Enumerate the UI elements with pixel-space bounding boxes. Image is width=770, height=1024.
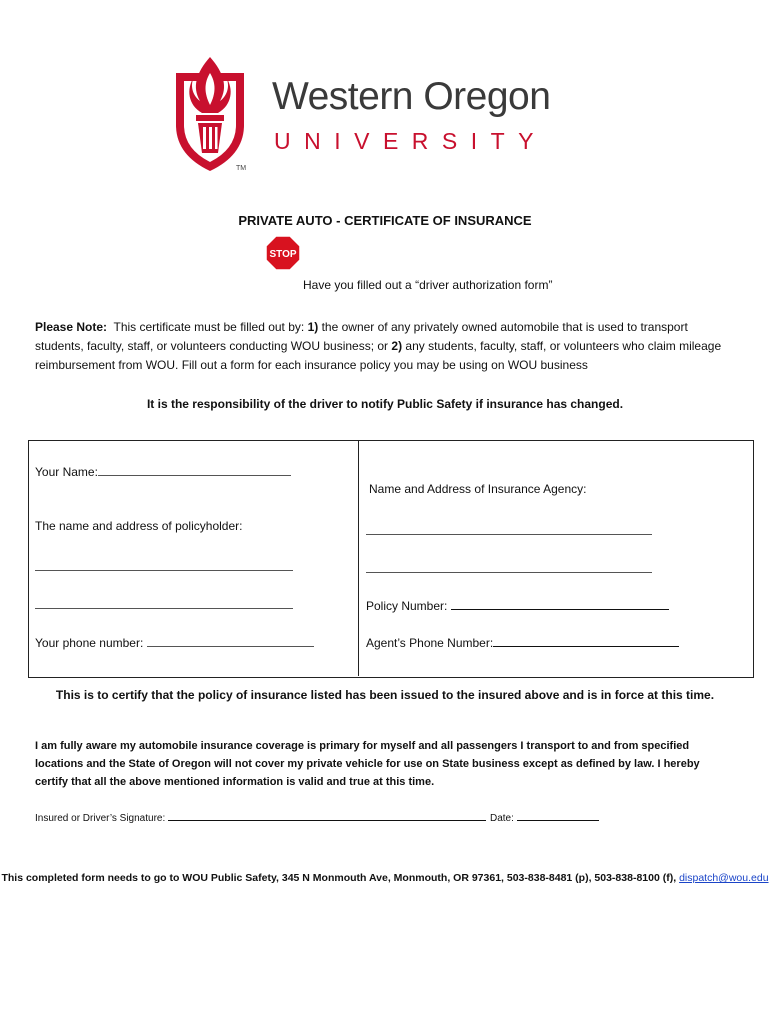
signature-field[interactable]	[168, 809, 486, 821]
policyholder-address-line1[interactable]	[35, 560, 293, 571]
responsibility-notice: It is the responsibility of the driver to notify Public Safety if insurance has changed.	[146, 397, 624, 411]
your-name-label: Your Name:	[35, 465, 98, 479]
stop-sign-text: STOP	[269, 249, 297, 260]
form-column-divider	[358, 441, 359, 676]
page-title: PRIVATE AUTO - CERTIFICATE OF INSURANCE	[238, 213, 532, 228]
date-label: Date:	[490, 813, 514, 824]
agency-address-line1[interactable]	[366, 524, 652, 535]
agent-phone-field[interactable]	[493, 633, 679, 647]
your-name-row	[35, 462, 291, 479]
date-row	[490, 809, 599, 824]
note-num1: 1)	[307, 320, 319, 334]
policyholder-label: The name and address of policyholder:	[35, 519, 243, 533]
torch-shield-icon	[170, 55, 250, 173]
signature-row	[35, 809, 486, 824]
note-part3: any students, faculty, staff, or volunteers who claim mileage reimbursement from WOU. Fill out a form for each insurance policy you may be using on WOU business	[35, 339, 722, 372]
stop-sign-icon	[265, 235, 301, 271]
driver-authorization-question: Have you filled out a “driver authorization form”	[303, 278, 553, 292]
university-logo	[170, 55, 610, 180]
phone-field[interactable]	[147, 633, 314, 647]
phone-label: Your phone number:	[35, 636, 144, 650]
footer-text: This completed form needs to go to WOU Public Safety, 345 N Monmouth Ave, Monmouth, OR 97361, 503-838-8481 (p), 503-838-8100 (f),	[1, 872, 677, 884]
note-part2: the owner of any privately owned automobile that is used to transport students, faculty, staff, or volunteers conducting WOU business; or	[35, 320, 688, 353]
agent-phone-row	[366, 633, 679, 650]
policy-number-label: Policy Number:	[366, 599, 448, 613]
certify-statement: This is to certify that the policy of insurance listed has been issued to the insured above and is in force at this time.	[55, 688, 715, 702]
signature-label: Insured or Driver’s Signature:	[35, 813, 166, 824]
your-name-field[interactable]	[98, 462, 291, 476]
policy-number-row	[366, 596, 669, 613]
agency-address-line2[interactable]	[366, 562, 652, 573]
logo-line1: Western Oregon	[272, 75, 551, 118]
note-label: Please Note:	[35, 320, 108, 334]
agent-phone-label: Agent’s Phone Number:	[366, 636, 494, 650]
dispatch-email-link[interactable]: dispatch@wou.edu	[679, 872, 769, 884]
note-num2: 2)	[391, 339, 403, 353]
submission-footer	[0, 872, 770, 884]
agency-label: Name and Address of Insurance Agency:	[369, 482, 587, 496]
note-paragraph	[35, 318, 737, 375]
policy-number-field[interactable]	[451, 596, 669, 610]
awareness-statement: I am fully aware my automobile insurance coverage is primary for myself and all passengers I transport to and from specified locations and the State of Oregon will not cover my private vehicle for use on State business except as defined by law. I hereby certify that all the above mentioned information is valid and true at this time.	[35, 740, 700, 788]
logo-line2: UNIVERSITY	[274, 128, 548, 154]
phone-row	[35, 633, 314, 650]
policyholder-address-line2[interactable]	[35, 598, 293, 609]
logo-trademark: TM	[236, 165, 247, 172]
note-part1: This certificate must be filled out by:	[113, 320, 305, 334]
date-field[interactable]	[517, 809, 599, 821]
